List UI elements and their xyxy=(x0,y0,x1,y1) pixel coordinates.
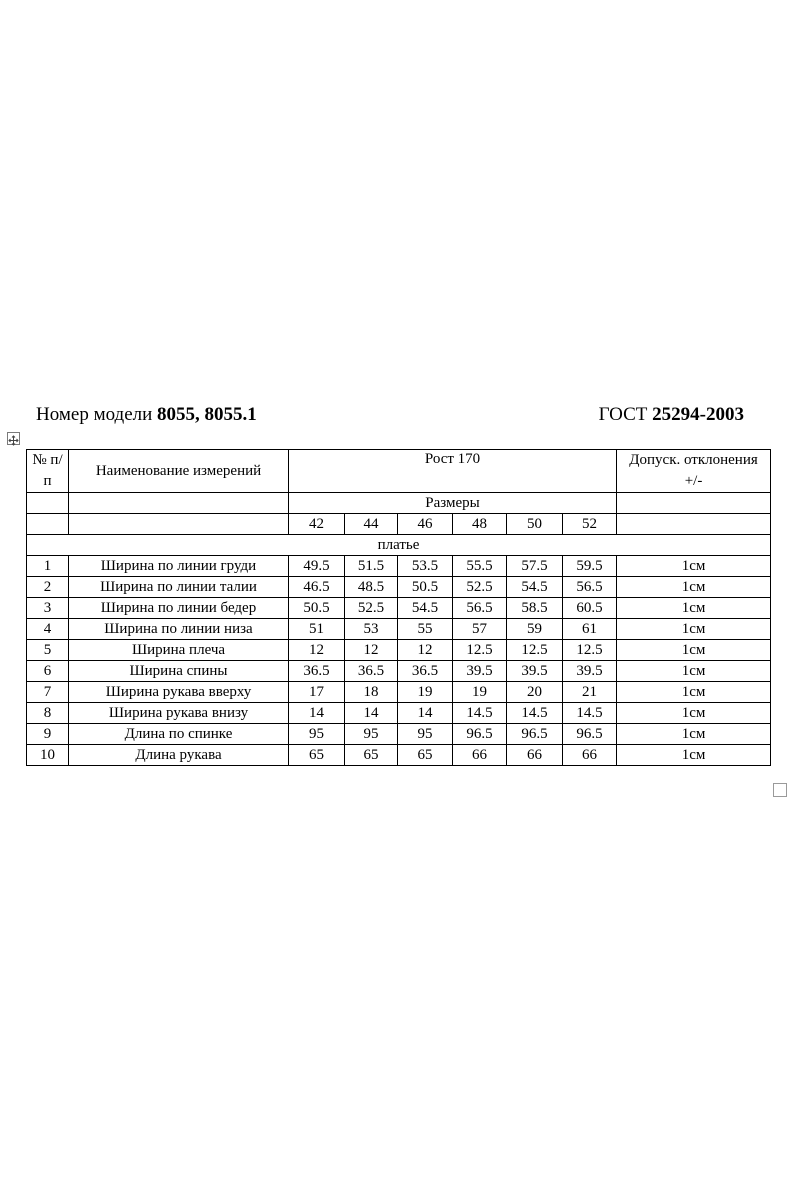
measurement-value: 56.5 xyxy=(453,598,507,619)
model-number-line xyxy=(36,404,257,426)
tolerance-value: 1см xyxy=(617,745,771,766)
row-number: 9 xyxy=(27,724,69,745)
gost-number: 25294-2003 xyxy=(652,404,744,425)
section-row xyxy=(27,535,771,556)
measurement-value: 36.5 xyxy=(289,661,345,682)
measurement-value: 20 xyxy=(507,682,563,703)
measurement-value: 65 xyxy=(398,745,453,766)
row-number: 8 xyxy=(27,703,69,724)
measurement-value: 12.5 xyxy=(563,640,617,661)
measurement-value: 54.5 xyxy=(507,577,563,598)
measurement-value: 52.5 xyxy=(453,577,507,598)
model-label: Номер модели xyxy=(36,404,158,425)
size-cell: 42 xyxy=(289,514,345,535)
measurement-value: 66 xyxy=(453,745,507,766)
size-cell: 50 xyxy=(507,514,563,535)
tolerance-value: 1см xyxy=(617,703,771,724)
col-name-header: Наименование измерений xyxy=(69,450,289,493)
measurement-value: 50.5 xyxy=(289,598,345,619)
measurement-name: Длина по спинке xyxy=(69,724,289,745)
measurement-value: 61 xyxy=(563,619,617,640)
measurement-value: 36.5 xyxy=(345,661,398,682)
size-cell: 44 xyxy=(345,514,398,535)
sizes-row xyxy=(27,514,771,535)
measurement-value: 49.5 xyxy=(289,556,345,577)
measurement-value: 19 xyxy=(398,682,453,703)
row-number: 7 xyxy=(27,682,69,703)
measurement-value: 55 xyxy=(398,619,453,640)
header-row xyxy=(27,450,771,493)
measurement-value: 53.5 xyxy=(398,556,453,577)
measurement-value: 48.5 xyxy=(345,577,398,598)
measurement-value: 95 xyxy=(398,724,453,745)
measurement-value: 65 xyxy=(345,745,398,766)
measurement-value: 59.5 xyxy=(563,556,617,577)
table-row xyxy=(27,556,771,577)
tolerance-value: 1см xyxy=(617,577,771,598)
size-cell: 48 xyxy=(453,514,507,535)
measurement-name: Ширина спины xyxy=(69,661,289,682)
measurement-value: 51 xyxy=(289,619,345,640)
measurement-name: Ширина по линии груди xyxy=(69,556,289,577)
measurement-value: 12 xyxy=(289,640,345,661)
measurement-value: 14.5 xyxy=(453,703,507,724)
empty-cell xyxy=(617,514,771,535)
empty-cell xyxy=(27,493,69,514)
growth-header: Рост 170 xyxy=(289,450,617,493)
tolerance-value: 1см xyxy=(617,682,771,703)
measurement-value: 56.5 xyxy=(563,577,617,598)
measurement-value: 59 xyxy=(507,619,563,640)
tolerance-value: 1см xyxy=(617,556,771,577)
move-arrows-icon xyxy=(8,435,19,446)
measurement-name: Ширина рукава внизу xyxy=(69,703,289,724)
measurement-value: 36.5 xyxy=(398,661,453,682)
measurement-value: 54.5 xyxy=(398,598,453,619)
measurement-name: Ширина плеча xyxy=(69,640,289,661)
measurement-value: 39.5 xyxy=(507,661,563,682)
gost-label: ГОСТ xyxy=(598,404,653,425)
measurement-value: 58.5 xyxy=(507,598,563,619)
tolerance-value: 1см xyxy=(617,640,771,661)
tolerance-value: 1см xyxy=(617,724,771,745)
row-number: 2 xyxy=(27,577,69,598)
table-row xyxy=(27,682,771,703)
table-row xyxy=(27,598,771,619)
table-move-icon[interactable] xyxy=(7,432,20,445)
row-number: 1 xyxy=(27,556,69,577)
empty-cell xyxy=(69,493,289,514)
measurement-name: Ширина рукава вверху xyxy=(69,682,289,703)
model-numbers: 8055, 8055.1 xyxy=(157,404,257,425)
measurement-value: 51.5 xyxy=(345,556,398,577)
sizes-label: Размеры xyxy=(289,493,617,514)
table-row xyxy=(27,577,771,598)
measurement-value: 60.5 xyxy=(563,598,617,619)
measurement-value: 17 xyxy=(289,682,345,703)
measurement-value: 50.5 xyxy=(398,577,453,598)
measurement-value: 66 xyxy=(563,745,617,766)
tolerance-value: 1см xyxy=(617,619,771,640)
measurements-table xyxy=(26,449,771,766)
table-row xyxy=(27,703,771,724)
measurement-value: 21 xyxy=(563,682,617,703)
measurement-value: 96.5 xyxy=(563,724,617,745)
measurement-value: 46.5 xyxy=(289,577,345,598)
measurement-value: 19 xyxy=(453,682,507,703)
measurement-value: 12.5 xyxy=(453,640,507,661)
measurement-name: Длина рукава xyxy=(69,745,289,766)
measurement-value: 14 xyxy=(345,703,398,724)
measurement-value: 14.5 xyxy=(507,703,563,724)
table-row xyxy=(27,745,771,766)
document-heading xyxy=(36,404,750,432)
measurement-name: Ширина по линии бедер xyxy=(69,598,289,619)
empty-cell xyxy=(69,514,289,535)
measurement-value: 95 xyxy=(345,724,398,745)
measurement-value: 57.5 xyxy=(507,556,563,577)
measurement-value: 55.5 xyxy=(453,556,507,577)
measurement-value: 18 xyxy=(345,682,398,703)
row-number: 3 xyxy=(27,598,69,619)
row-number: 5 xyxy=(27,640,69,661)
table-resize-icon[interactable] xyxy=(773,783,787,797)
table-row xyxy=(27,619,771,640)
measurement-value: 12 xyxy=(345,640,398,661)
measurement-value: 14 xyxy=(398,703,453,724)
measurement-value: 96.5 xyxy=(453,724,507,745)
table-row xyxy=(27,661,771,682)
measurement-value: 52.5 xyxy=(345,598,398,619)
measurement-value: 66 xyxy=(507,745,563,766)
measurement-value: 95 xyxy=(289,724,345,745)
gost-line xyxy=(599,404,744,426)
measurement-value: 57 xyxy=(453,619,507,640)
empty-cell xyxy=(27,514,69,535)
measurement-name: Ширина по линии талии xyxy=(69,577,289,598)
table-row xyxy=(27,640,771,661)
empty-cell xyxy=(617,493,771,514)
measurement-value: 12.5 xyxy=(507,640,563,661)
tolerance-value: 1см xyxy=(617,598,771,619)
row-number: 4 xyxy=(27,619,69,640)
size-cell: 52 xyxy=(563,514,617,535)
row-number: 6 xyxy=(27,661,69,682)
measurement-value: 12 xyxy=(398,640,453,661)
row-number: 10 xyxy=(27,745,69,766)
measurement-value: 96.5 xyxy=(507,724,563,745)
tolerance-value: 1см xyxy=(617,661,771,682)
table-row xyxy=(27,724,771,745)
sizes-label-row xyxy=(27,493,771,514)
col-tolerance-header: Допуск. отклонения +/- xyxy=(617,450,771,493)
measurement-name: Ширина по линии низа xyxy=(69,619,289,640)
measurement-value: 14 xyxy=(289,703,345,724)
measurement-value: 14.5 xyxy=(563,703,617,724)
measurement-value: 39.5 xyxy=(563,661,617,682)
measurement-value: 39.5 xyxy=(453,661,507,682)
measurement-value: 65 xyxy=(289,745,345,766)
measurement-value: 53 xyxy=(345,619,398,640)
section-label: платье xyxy=(27,535,771,556)
col-no-header: № п/п xyxy=(27,450,69,493)
size-cell: 46 xyxy=(398,514,453,535)
